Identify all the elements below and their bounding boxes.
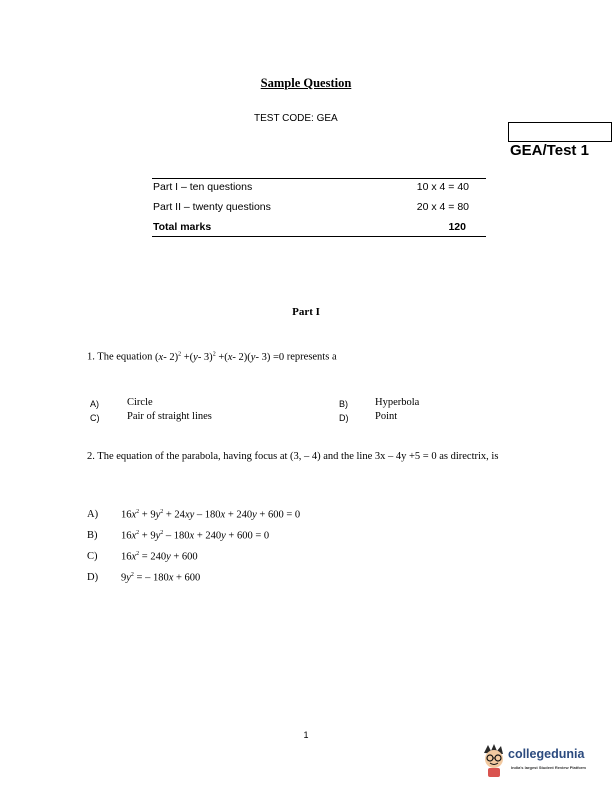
logo-wordmark: collegedunia (508, 747, 585, 761)
table-row-total (153, 221, 469, 233)
row-value: 120 (448, 221, 466, 233)
page-title: Sample Question (260, 76, 352, 90)
q1-suffix: represents a (286, 351, 337, 363)
q1-equation: (x- 2)$^2$ +(y- 3)$^2$ +(x- 2)(y- 3) =0 (155, 351, 285, 363)
option-equation: $16x^2 + 9y^2 + 24xy - 180x + 240y + 600 = 0$ (121, 509, 301, 521)
option-text: Hyperbola (375, 397, 420, 408)
table-rule-top (152, 178, 486, 179)
q1-prefix: 1. The equation (87, 351, 153, 363)
option-letter: B) (339, 399, 348, 409)
option-letter: C) (87, 551, 98, 562)
mascot-icon (480, 743, 508, 779)
option-letter: C) (90, 413, 100, 423)
part-heading: Part I (292, 306, 320, 318)
table-rule-bottom (152, 236, 486, 237)
row-value: 10 x 4 = 40 (416, 181, 469, 193)
option-letter: D) (87, 572, 99, 583)
table-row (153, 201, 469, 213)
row-value: 20 x 4 = 80 (416, 201, 469, 213)
question-2: 2. The equation of the parabola, having focus at (3, – 4) and the line 3x – 4y +5 = 0 as directrix, is (87, 451, 499, 462)
option-text: Circle (127, 397, 153, 408)
row-label: Total marks (153, 221, 212, 233)
test-code: TEST CODE: GEA (254, 113, 338, 124)
question-1 (87, 351, 337, 363)
option-equation: $9y^2$ = – 180x + 600 (121, 572, 201, 584)
logo-tagline: India's largest Student Review Platform (511, 765, 586, 770)
option-text: Pair of straight lines (127, 411, 212, 422)
page-number: 1 (303, 730, 309, 740)
option-letter: D) (339, 413, 349, 423)
row-label: Part I – ten questions (153, 181, 253, 193)
code-label: GEA/Test 1 (510, 142, 589, 159)
option-equation: $16x^2 = 240y + 600$ (121, 551, 198, 563)
option-letter: B) (87, 530, 98, 541)
option-letter: A) (90, 399, 99, 409)
table-row (153, 181, 469, 193)
code-box (508, 122, 612, 142)
option-letter: A) (87, 509, 99, 520)
option-text: Point (375, 411, 398, 422)
option-equation: $16x^2 + 9y^2 - 180x + 240y + 600 = 0$ (121, 530, 270, 542)
row-label: Part II – twenty questions (153, 201, 271, 213)
